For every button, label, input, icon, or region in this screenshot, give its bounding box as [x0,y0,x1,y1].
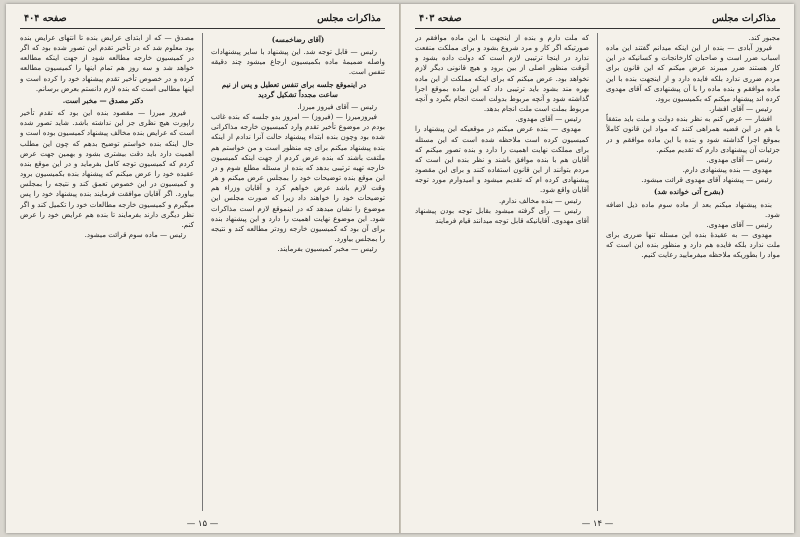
paragraph: رئیس — پیشنهاد آقای مهدوی قرائت میشود. [641,175,772,185]
paragraph: رئیس — آقای افشار. [708,104,772,114]
header-title: مذاکرات مجلس [317,12,381,24]
column-left [415,33,589,511]
paragraph: رئیس — قابل توجه شد. این پیشنهاد با سایر پیشنهادات واصله ضمیمهٔ ماده بکمیسیون ارجاع میشود چند دقیقه تنفس است. [211,47,385,77]
paragraph: مهدوی — به عقیدهٔ بنده این مسئله تنها ضرری برای ملت ندارد بلکه فایده هم دارد و منظور بنده این است که مواد را بطوریکه ملاحظه میفرمایید رعایت کنیم. [606,229,780,260]
paragraph: رئیس — ماده سوم قرائت میشود. [84,229,186,239]
paragraph: دکتر مصدق — مخبر است. [62,95,144,105]
paragraph: (بشرح آتی خوانده شد) [654,187,724,197]
paragraph: فیروز آبادی — بنده از این اینکه میدانم گفتند این ماده اسباب ضرر است و صاحبان کارخانجات و کسانیکه در این کار هستند ضرر میبرند عرض میکنم که این قانون برای مردم ضرری ندارد بلکه فایده دارد و از اینجهت بنده با این ماده موافقم و بنده ماده را با آن پیشنهادی که آقای مهدوی کرده اند پیشنهاد میکنم که بکمیسیون برود. [606,43,780,103]
column-right [211,33,385,511]
page-403 [400,4,794,533]
paragraph: مصدق — که از ابتدای عرایض بنده تا انتهای عرایض بنده بود معلوم شد که در تأخیر تقدم این تصور شده بود که اگر در کمیسیون خارجه مطالعه شود از جهت اینکه مطالعه خواهد شد و سه روز هم تمام اینها را کمیسیون مطالعه کرده و در خصوص تأخیر تقدم پیشنهاد خود را کرده است و اینها مطالبی است که بنده لازم دانستم بعرض برسانم. [20,33,194,93]
page-header [415,10,780,29]
text-columns [415,33,780,511]
column-left [20,33,194,511]
paragraph: در اینموقع جلسه برای تنفس تعطیل و پس از نیم ساعت مجدداً تشکیل گردید [221,79,367,99]
paragraph: رئیس — بنده مخالف ندارم. [498,195,581,205]
text-columns [20,33,385,511]
paragraph: رئیس — آقای مهدوی. [706,219,772,229]
page-footer-number: — ۱۴ — [581,519,614,529]
paragraph: رئیس — آقای مهدوی. [515,114,581,124]
paragraph: بنده پیشنهاد میکنم بعد از ماده سوم ماده ذیل اضافه شود. [606,199,780,219]
column-divider [202,33,203,511]
paragraph: (آقاى رضاخمسه) [271,35,325,44]
paragraph: رئیس — رأی گرفته میشود بقابل توجه بودن پیشنهاد آقای مهدوی. آقایانیکه قابل توجه میدانند قیام فرمایند [415,205,589,225]
paragraph: رئیس — مخبر کمیسیون بفرمایند. [277,244,377,254]
page-footer-number: — ۱۵ — [186,519,219,529]
paragraph: فیروزمیرزا — (فیروز) — امروز بدو جلسه که بنده غائب بودم در موضوع تأخیر تقدم وارد کمیسیون خارجه مذاکراتی شده بود وچون بنده ابتداء پیشنهاد حالت آنرا ندادم از اینکه بنده پیشنهاد میکنم برای چه منظور است و من خواستم هم ملتفت باشند که بنده عرض کردم از جهت اینکه کمیسیون خارجه تهیه ترتیبی بدهد که بنده از مسئله مطلع شوم و در این موقع بنده توضیحات خود را بمجلس عرض میکنم و هر وقت لازم باشد عرض خواهم کرد و آقایان وزراء هم توضیحات خود را خواهند داد زیرا که صورت مجلس این موضوع را نشان میدهد که در اینموقع لازم است مذاکرات شود. این موضوع نهایت اهمیت را دارد و این پیشنهاد بنده برای آن بود که کمیسیون خارجه زودتر مطالعه کند و نتیجه را بمجلس بیاورد. [211,112,385,243]
book-spread [6,4,794,533]
header-title: مذاکرات مجلس [712,12,776,24]
paragraph: رئیس — آقای فیروز میرزا. [297,101,377,111]
column-right [606,33,780,511]
paragraph: رئیس — آقای مهدوی. [706,154,772,164]
page-404 [6,4,400,533]
paragraph: که ملت دارم و بنده از اینجهت با این ماده موافقم در صورتیکه اگر کار و مرد شروع بشود و برای مملکت منفعت ندارد در اینجا ترتیبی لازم است که دولت داده بشود و آنوقت منظور اصلی از بین برود و هیچ قانونی دیگر لازم نخواهد بود. عرض میکنم که برای اینکه مملکت از این ماده بهره مند بشود باید ترتیبی داد که این ماده بموقع اجرا گذاشته شود و آنچه مربوط بدولت است انجام بگیرد و آنچه مربوط بملت است ملت انجام بدهد. [415,33,589,114]
column-divider [597,33,598,511]
header-page-number: صفحه ۴۰۴ [24,12,67,24]
paragraph: مهدوی — بنده عرض میکنم در موقعیکه این پیشنهاد را کمیسیون کرده است ملاحظه شده است که این مسئله برای مملکت نهایت اهمیت را دارد و بنده تصور میکنم که آقایان هم با بنده موافق باشند و نظر بنده این است که مردم بتوانند از این قانون استفاده کنند و برای این مقصود پیشنهادی کرده ام که تقدیم میشود و امیدوارم مورد توجه آقایان واقع شود. [415,124,589,195]
header-page-number: صفحه ۴۰۳ [419,12,462,24]
paragraph: فیروز میرزا — مقصود بنده این بود که تقدم تأخیر راپورت هیچ نظری جز این نداشته باشد. شاید تصور شده است که عرایض بنده مخالف پیشنهاد کمیسیون بوده است و حال اینکه بنده خواستم توضیح بدهم که چون این مطلب اهمیت دارد باید دقت بیشتری بشود و بهمین جهت عرض کردم که کمیسیون توجه کامل بفرماید و در این موقع بنده عقیده خود را عرض میکنم که پیشنهاد بنده بکمیسیون برود و کمیسیون در این خصوص تعمق کند و نتیجه را بمجلس بیاورد. اگر آقایان موافقت فرمایند بنده پیشنهاد خود را پس میگیرم و کمیسیون خارجه مطالعات خود را تکمیل کند و اگر نظر دیگری دارند بفرمایند تا بنده هم عرایض خود را عرض کنم. [20,108,194,229]
paragraph: افشار — عرض کنم به نظر بنده دولت و ملت باید متفقاً با هم در این قضیه همراهی کنند که مواد این قانون کاملاً بموقع اجرا گذاشته شود و بنده با این ماده موافقم و در جزئیات آن پیشنهادی دارم که تقدیم میکنم. [606,114,780,154]
paragraph: مهدوی — بنده پیشنهادی دارم. [682,165,772,175]
page-header [20,10,385,29]
paragraph: مجبور کند. [748,33,780,42]
